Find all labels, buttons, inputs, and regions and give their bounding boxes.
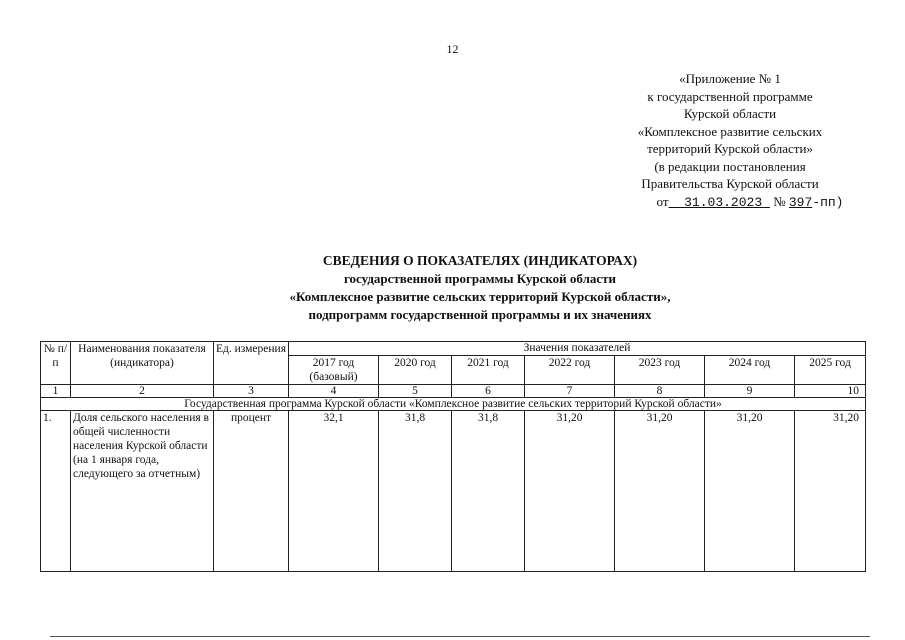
appendix-line: Правительства Курской области — [641, 176, 819, 191]
row-value: 31,8 — [379, 411, 452, 572]
title-line-3: «Комплексное развитие сельских территорий Курской области», — [289, 289, 671, 304]
title-line-2: государственной программы Курской области — [343, 271, 617, 286]
column-number: 10 — [795, 385, 866, 398]
column-number: 2 — [71, 385, 214, 398]
date-prefix: от — [656, 193, 669, 209]
number-suffix: -пп) — [812, 194, 844, 210]
resolution-number: 397 — [788, 194, 813, 210]
page-number: 12 — [446, 42, 459, 56]
title-line-4: подпрограмм государственной программы и их значениях — [308, 307, 652, 322]
section-title: Государственная программа Курской области «Комплексное развитие сельских территорий Курской области» — [41, 398, 866, 411]
scan-edge-line — [50, 636, 870, 637]
header-values-group: Значения показателей — [289, 342, 866, 356]
number-prefix: № — [773, 193, 786, 209]
column-number: 5 — [379, 385, 452, 398]
row-value: 32,1 — [289, 411, 379, 572]
column-number: 7 — [525, 385, 615, 398]
column-number: 6 — [452, 385, 525, 398]
header-year: 2021 год — [452, 356, 525, 385]
header-year: 2023 год — [615, 356, 705, 385]
column-number: 3 — [214, 385, 289, 398]
resolution-date: 31.03.2023 — [684, 194, 763, 210]
column-number: 8 — [615, 385, 705, 398]
appendix-line: «Комплексное развитие сельских — [637, 123, 823, 139]
appendix-line: территорий Курской области» — [647, 141, 813, 156]
header-unit: Ед. измерения — [214, 342, 289, 385]
row-name: Доля сельского населения в общей численности населения Курской области (на 1 января года, следующего за отчетным) — [71, 411, 214, 572]
title-line-1: СВЕДЕНИЯ О ПОКАЗАТЕЛЯХ (ИНДИКАТОРАХ) — [322, 253, 638, 268]
appendix-line: «Приложение № 1 — [679, 71, 781, 86]
row-value: 31,20 — [795, 411, 866, 572]
row-value: 31,20 — [705, 411, 795, 572]
row-value: 31,20 — [615, 411, 705, 572]
row-value: 31,8 — [452, 411, 525, 572]
header-row — [41, 342, 866, 356]
column-number-row — [41, 385, 866, 398]
row-unit: процент — [214, 411, 289, 572]
header-year: 2020 год — [379, 356, 452, 385]
header-year: 2017 год (базовый) — [289, 356, 379, 385]
row-value: 31,20 — [525, 411, 615, 572]
document-title — [0, 252, 905, 324]
header-num: № п/п — [41, 342, 71, 385]
appendix-date-line — [600, 193, 860, 212]
appendix-note — [600, 70, 860, 211]
appendix-line: к государственной программе — [647, 88, 813, 104]
header-year: 2025 год — [795, 356, 866, 385]
indicators-table — [40, 341, 866, 572]
column-number: 9 — [705, 385, 795, 398]
section-row — [41, 398, 866, 411]
header-name: Наименования показателя (индикатора) — [71, 342, 214, 385]
header-year: 2024 год — [705, 356, 795, 385]
row-num: 1. — [41, 411, 71, 572]
column-number: 4 — [289, 385, 379, 398]
column-number: 1 — [41, 385, 71, 398]
appendix-line: Курской области — [683, 106, 777, 121]
header-year: 2022 год — [525, 356, 615, 385]
appendix-line: (в редакции постановления — [654, 158, 806, 174]
table-row — [41, 411, 866, 572]
